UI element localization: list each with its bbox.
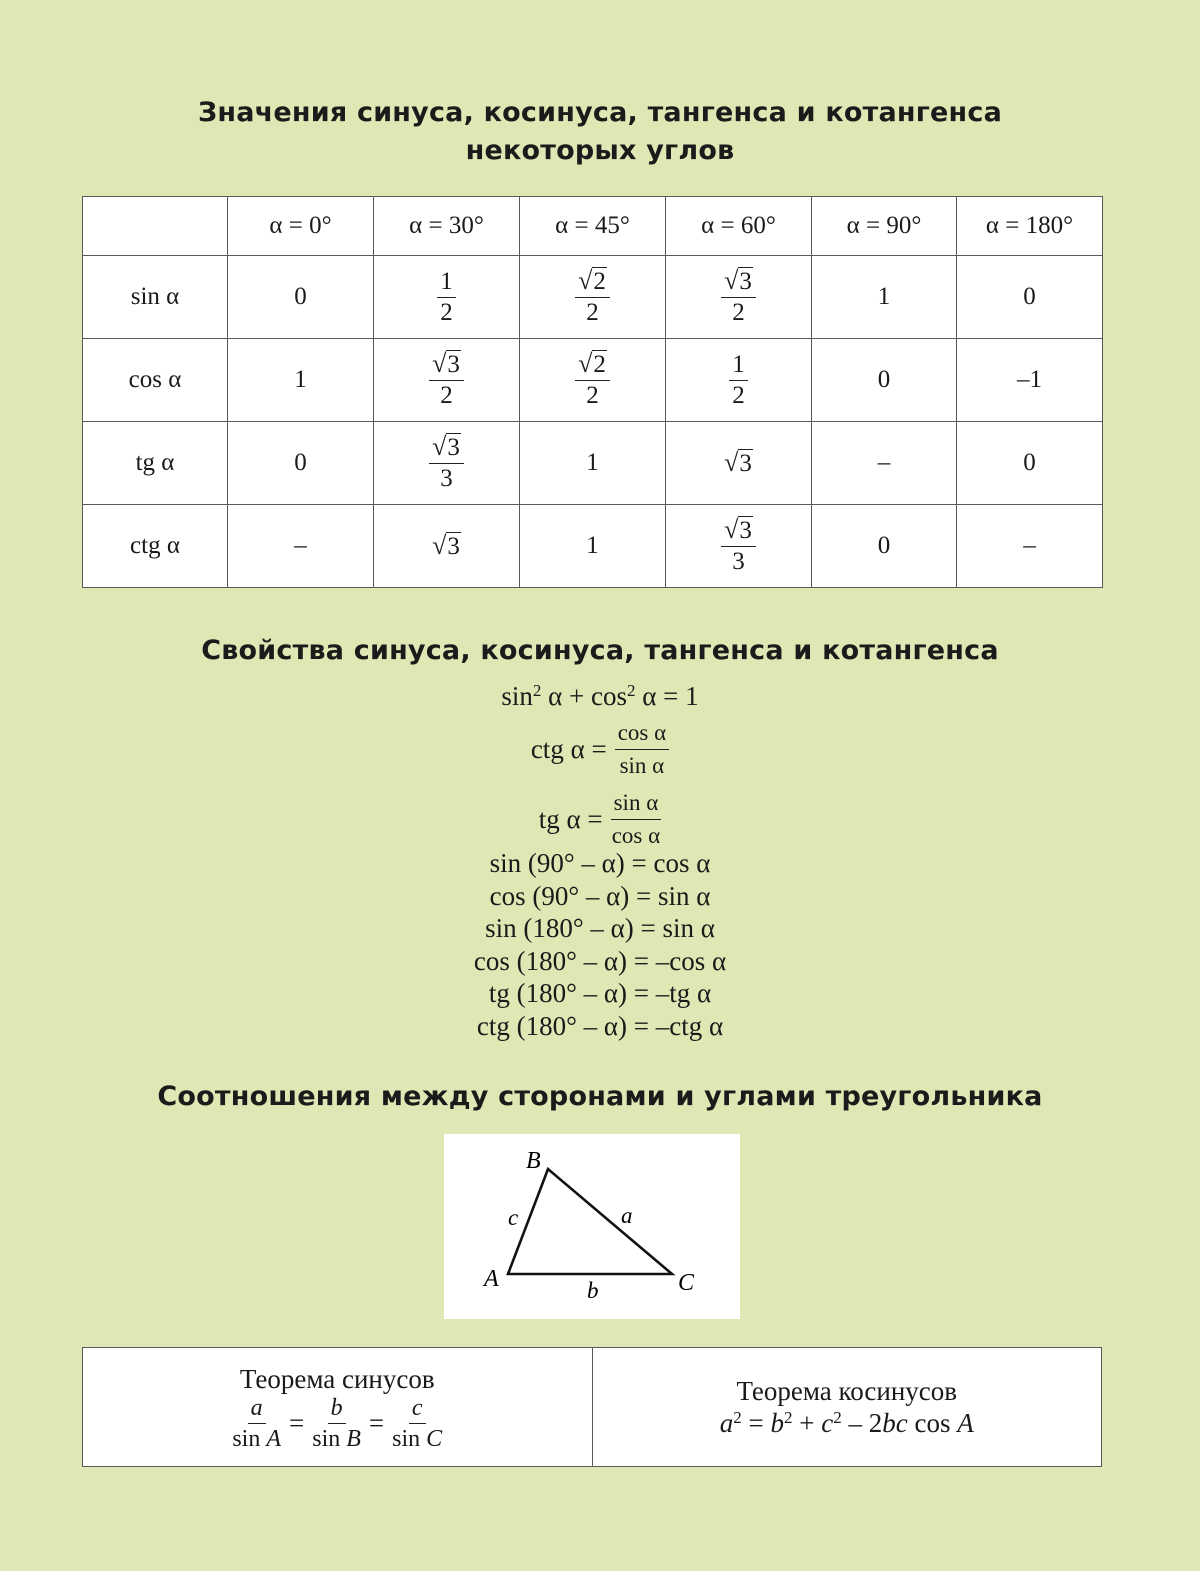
triangle-shape <box>508 1169 672 1274</box>
vertex-label-b: B <box>526 1148 541 1174</box>
table-row-sin <box>83 256 1103 339</box>
triangle-diagram <box>444 1134 740 1319</box>
row-label: ctg α <box>83 505 228 588</box>
vertex-label-c: C <box>678 1270 695 1296</box>
table-cell: $\frac{√3}{2}$ <box>666 256 812 339</box>
table-cell: √3 <box>666 422 812 505</box>
cosines-theorem-cell <box>592 1348 1102 1467</box>
table-cell: –1 <box>957 339 1103 422</box>
table-header-row <box>83 197 1103 256</box>
table-cell: – <box>812 422 957 505</box>
table-corner-cell <box>83 197 228 256</box>
column-header: α = 45° <box>520 197 666 256</box>
table-cell: 0 <box>812 505 957 588</box>
table-cell: 0 <box>228 256 374 339</box>
column-header: α = 90° <box>812 197 957 256</box>
table-cell: 1 <box>520 505 666 588</box>
table-cell: 1 <box>228 339 374 422</box>
table-row-cos <box>83 339 1103 422</box>
pythagorean-identity: $\sin^2 \alpha + \cos^2 \alpha = 1$ <box>501 681 699 711</box>
values-heading <box>0 94 1200 170</box>
sines-theorem-cell <box>83 1348 593 1467</box>
table-row-tg <box>83 422 1103 505</box>
table-cell: – <box>957 505 1103 588</box>
row-label: cos α <box>83 339 228 422</box>
row-label: tg α <box>83 422 228 505</box>
relations-heading: Соотношения между сторонами и углами треугольника <box>157 1081 1043 1112</box>
theorems-table <box>82 1347 1102 1467</box>
table-row-ctg <box>83 505 1103 588</box>
sines-theorem-formula: $\frac{a}{\text{sin A}}$ = $\frac{b}{\text{sin B}}$ = $\frac{c}{\text{sin C}}$ <box>232 1394 443 1452</box>
table-cell: $\frac{1}{2}$ <box>666 339 812 422</box>
reduction-formula: ctg (180° – α) = –ctg α <box>476 1011 724 1041</box>
side-label-a: a <box>621 1203 633 1228</box>
column-header: α = 30° <box>374 197 520 256</box>
table-cell: 0 <box>228 422 374 505</box>
tg-definition: tg α = $\frac{\text{sin α}}{\text{cos α}}$ <box>538 790 661 848</box>
table-cell: 0 <box>957 256 1103 339</box>
reduction-formula: sin (90° – α) = cos α <box>489 848 711 878</box>
values-heading-line1: Значения синуса, косинуса, тангенса и котангенса <box>197 97 1003 128</box>
side-label-b: b <box>587 1278 599 1303</box>
properties-heading: Свойства синуса, косинуса, тангенса и котангенса <box>201 635 999 666</box>
table-cell: – <box>228 505 374 588</box>
sines-theorem-title: Теорема синусов <box>239 1363 435 1394</box>
ctg-definition: ctg α = $\frac{\text{cos α}}{\text{sin α}}$ <box>0 719 1200 780</box>
table-cell: $\frac{√3}{3}$ <box>374 422 520 505</box>
table-cell: 1 <box>520 422 666 505</box>
table-cell: $\frac{1}{2}$ <box>374 256 520 339</box>
column-header: α = 180° <box>957 197 1103 256</box>
table-cell: $\frac{√2}{2}$ <box>520 339 666 422</box>
table-cell: $\frac{√2}{2}$ <box>520 256 666 339</box>
reduction-formula: cos (180° – α) = –cos α <box>473 946 727 976</box>
cosines-theorem-formula: $a^2 = b^2 + c^2 - 2bc$ cos A <box>719 1408 974 1438</box>
triangle-figure <box>444 1134 740 1319</box>
table-cell: 0 <box>957 422 1103 505</box>
values-heading-line2: некоторых углов <box>465 135 735 166</box>
cosines-theorem-title: Теорема косинусов <box>736 1376 958 1406</box>
side-label-c: c <box>508 1205 519 1230</box>
table-cell: 1 <box>812 256 957 339</box>
table-cell: 0 <box>812 339 957 422</box>
table-cell: √3 <box>374 505 520 588</box>
reduction-formula: sin (180° – α) = sin α <box>485 913 715 943</box>
table-cell: $\frac{√3}{2}$ <box>374 339 520 422</box>
row-label: sin α <box>83 256 228 339</box>
vertex-label-a: A <box>484 1266 499 1292</box>
table-cell: $\frac{√3}{3}$ <box>666 505 812 588</box>
column-header: α = 0° <box>228 197 374 256</box>
reduction-formula: tg (180° – α) = –tg α <box>488 978 712 1008</box>
reduction-formula: cos (90° – α) = sin α <box>489 881 711 911</box>
trig-values-table <box>82 196 1103 588</box>
column-header: α = 60° <box>666 197 812 256</box>
